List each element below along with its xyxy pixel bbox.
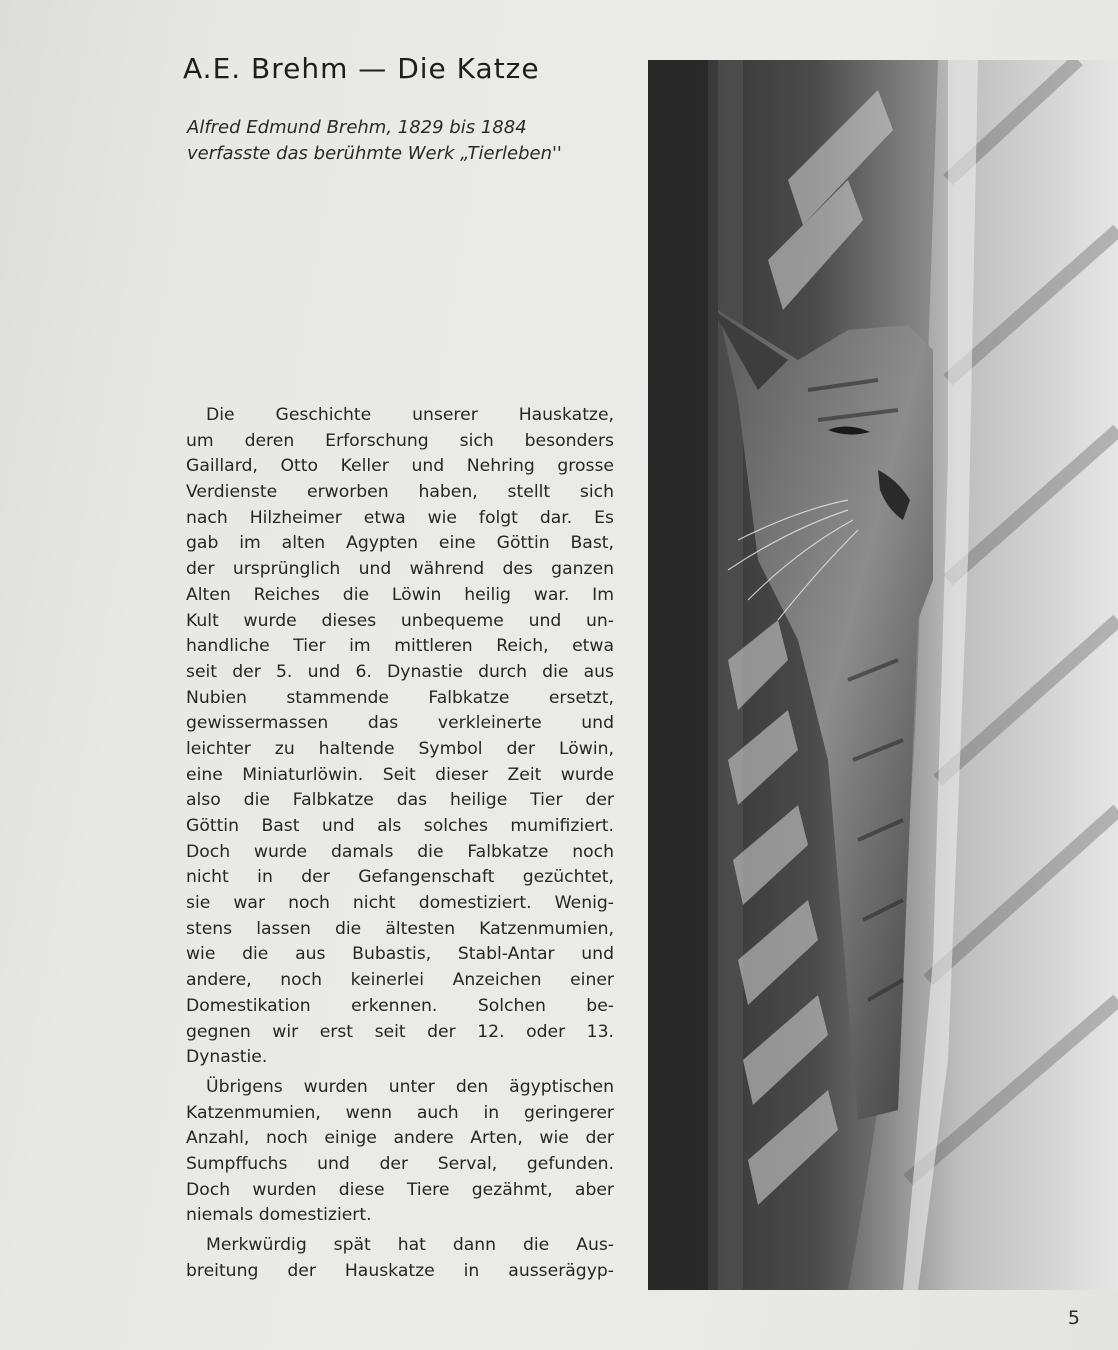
body-line: leichter zu haltende Symbol der Löwin,: [186, 738, 614, 759]
body-line: gewissermassen das verkleinerte und: [186, 713, 614, 734]
subtitle: [187, 115, 627, 167]
body-line: andere, noch keinerlei Anzeichen einer: [186, 970, 614, 991]
body-line: Kult wurde dieses unbequeme und un-: [186, 610, 614, 631]
body-line: Katzenmumien, wenn auch in geringerer: [186, 1102, 614, 1123]
body-line: Übrigens wurden unter den ägyptischen: [206, 1076, 614, 1097]
body-line: handliche Tier im mittleren Reich, etwa: [186, 636, 614, 657]
body-line: eine Miniaturlöwin. Seit dieser Zeit wurde: [186, 764, 614, 785]
body-line: Göttin Bast und als solches mumifiziert.: [186, 816, 614, 836]
body-line: Alten Reiches die Löwin heilig war. Im: [186, 584, 614, 605]
body-line: um deren Erforschung sich besonders: [186, 430, 614, 451]
subtitle-line: verfasste das berühmte Werk „Tierleben'': [187, 143, 562, 164]
body-line: gegnen wir erst seit der 12. oder 13.: [186, 1021, 614, 1042]
body-line: Doch wurde damals die Falbkatze noch: [186, 841, 614, 862]
page-title: A.E. Brehm — Die Katze: [183, 52, 540, 85]
body-line: niemals domestiziert.: [186, 1205, 372, 1226]
body-line: Merkwürdig spät hat dann die Aus-: [206, 1235, 614, 1255]
body-line: Gaillard, Otto Keller und Nehring grosse: [186, 456, 614, 477]
body-line: Verdienste erworben haben, stellt sich: [186, 482, 614, 503]
body-line: Dynastie.: [186, 1047, 268, 1068]
body-line: Sumpffuchs und der Serval, gefunden.: [186, 1153, 614, 1174]
cat-photo-image: [648, 60, 1118, 1290]
body-line: Anzahl, noch einige andere Arten, wie der: [186, 1128, 614, 1149]
body-line: der ursprünglich und während des ganzen: [186, 559, 614, 580]
body-line: nach Hilzheimer etwa wie folgt dar. Es: [186, 507, 614, 528]
body-line: also die Falbkatze das heilige Tier der: [186, 790, 614, 811]
body-line: wie die aus Bubastis, Stabl-Antar und: [186, 944, 614, 965]
cat-photo: [648, 60, 1118, 1290]
body-line: stens lassen die ältesten Katzenmumien,: [186, 918, 614, 939]
body-line: Doch wurden diese Tiere gezähmt, aber: [186, 1179, 614, 1200]
body-line: Domestikation erkennen. Solchen be-: [186, 995, 614, 1016]
body-line: gab im alten Agypten eine Göttin Bast,: [186, 533, 614, 554]
body-line: breitung der Hauskatze in ausserägyp-: [186, 1260, 614, 1281]
body-line: Nubien stammende Falbkatze ersetzt,: [186, 687, 614, 708]
page-number: 5: [1067, 1307, 1080, 1329]
body-line: seit der 5. und 6. Dynastie durch die aus: [186, 661, 614, 682]
body-text: [186, 403, 614, 1284]
subtitle-line: Alfred Edmund Brehm, 1829 bis 1884: [187, 117, 527, 138]
body-line: nicht in der Gefangenschaft gezüchtet,: [186, 867, 614, 888]
body-line: sie war noch nicht domestiziert. Wenig-: [186, 893, 614, 914]
body-line: Die Geschichte unserer Hauskatze,: [206, 405, 614, 425]
